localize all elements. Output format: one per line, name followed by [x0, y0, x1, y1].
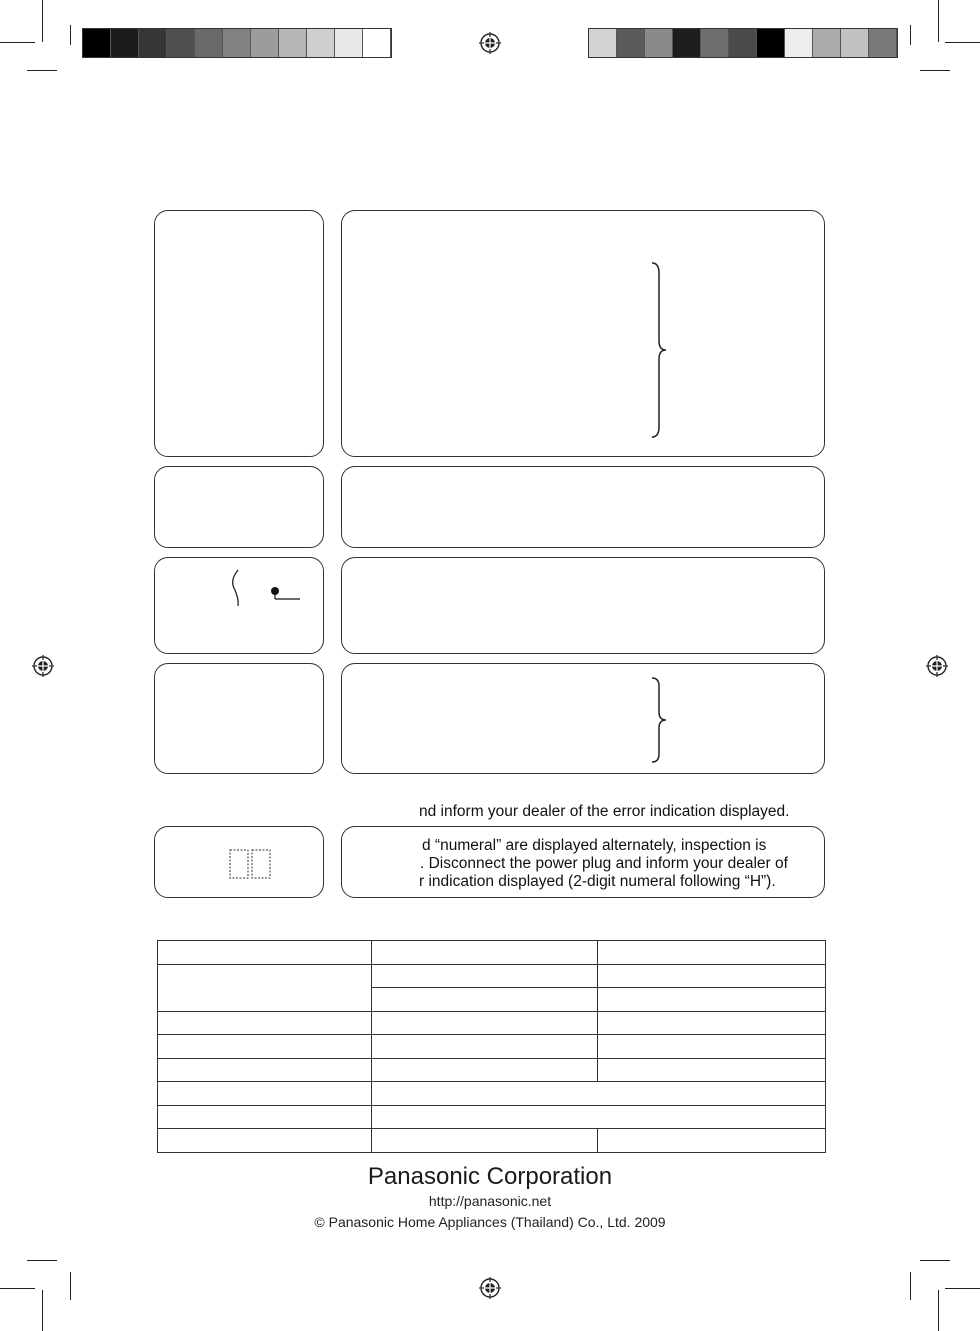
crop-mark [910, 25, 911, 45]
curly-brace-icon [650, 261, 670, 439]
color-bar-right [588, 28, 898, 58]
color-swatch [645, 29, 673, 57]
error-display-panel [154, 826, 324, 898]
crop-mark [920, 1260, 950, 1261]
table-row [158, 1035, 826, 1059]
crop-mark [938, 0, 939, 42]
registration-mark-icon [479, 1277, 501, 1299]
color-swatch [335, 29, 363, 57]
color-swatch [813, 29, 841, 57]
color-swatch [279, 29, 307, 57]
crop-mark [27, 70, 57, 71]
cause-panel-3 [341, 557, 825, 654]
company-url: http://panasonic.net [428, 1193, 552, 1209]
error-info-line-2: . Disconnect the power plug and inform your dealer of [420, 855, 788, 872]
registration-mark-icon [926, 655, 948, 677]
symptom-panel-2 [154, 466, 324, 548]
color-swatch [363, 29, 391, 57]
color-swatch [139, 29, 167, 57]
crop-mark [938, 1290, 939, 1331]
crop-mark [42, 1290, 43, 1331]
color-swatch [785, 29, 813, 57]
table-row [158, 1058, 826, 1082]
color-swatch [223, 29, 251, 57]
table-row [158, 1082, 826, 1106]
table-row [158, 1105, 826, 1129]
color-swatch [673, 29, 701, 57]
color-swatch [617, 29, 645, 57]
crop-mark [920, 70, 950, 71]
wavy-line-icon [229, 568, 247, 608]
color-swatch [111, 29, 139, 57]
crop-mark [0, 1288, 35, 1289]
cause-panel-1 [341, 210, 825, 457]
crop-mark [70, 1272, 71, 1300]
color-swatch [251, 29, 279, 57]
crop-mark [945, 42, 980, 43]
color-swatch [195, 29, 223, 57]
error-info-panel [341, 826, 825, 898]
color-swatch [729, 29, 757, 57]
crop-mark [42, 0, 43, 42]
pin-icon [267, 583, 303, 603]
cause-panel-4 [341, 663, 825, 774]
table-row [158, 941, 826, 965]
symptom-panel-3 [154, 557, 324, 654]
cause-panel-2 [341, 466, 825, 548]
registration-mark-icon [32, 655, 54, 677]
registration-mark-icon [479, 32, 501, 54]
table-row [158, 1129, 826, 1153]
copyright-text: © Panasonic Home Appliances (Thailand) Co., Ltd. 2009 [314, 1214, 666, 1230]
crop-mark [27, 1260, 57, 1261]
color-swatch [83, 29, 111, 57]
color-swatch [869, 29, 897, 57]
error-info-line-1: d “numeral” are displayed alternately, inspection is [422, 837, 767, 854]
symptom-panel-4 [154, 663, 324, 774]
specification-table [157, 940, 826, 1153]
color-swatch [841, 29, 869, 57]
display-digits-icon [229, 849, 271, 879]
symptom-panel-1 [154, 210, 324, 457]
company-name: Panasonic Corporation [367, 1163, 613, 1190]
table-row [158, 1011, 826, 1035]
color-swatch [307, 29, 335, 57]
error-info-line-3: r indication displayed (2-digit numeral following “H”). [419, 873, 776, 890]
color-swatch [167, 29, 195, 57]
error-lead-text: nd inform your dealer of the error indication displayed. [419, 803, 790, 820]
color-swatch [701, 29, 729, 57]
color-swatch [757, 29, 785, 57]
color-swatch [589, 29, 617, 57]
crop-mark [945, 1288, 980, 1289]
crop-mark [70, 25, 71, 45]
crop-mark [910, 1272, 911, 1300]
color-bar-left [82, 28, 392, 58]
crop-mark [0, 42, 35, 43]
curly-brace-icon [650, 676, 670, 764]
table-row [158, 964, 826, 988]
